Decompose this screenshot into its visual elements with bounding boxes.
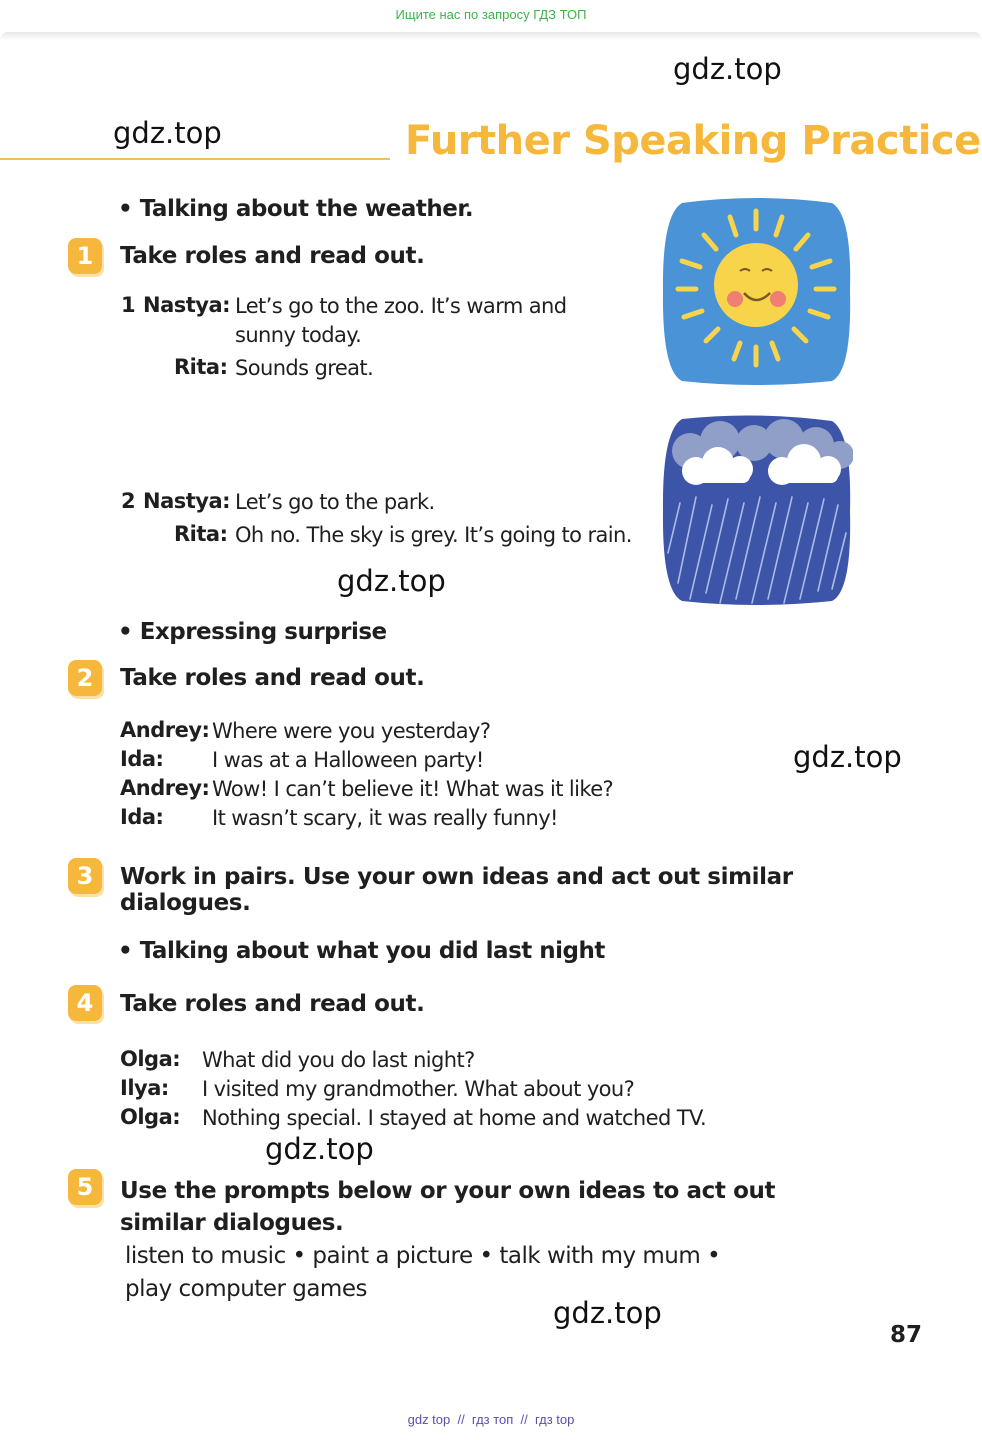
watermark: gdz.top [337, 564, 446, 598]
task-instruction: Use the prompts below or your own ideas to act out similar dialogues. [120, 1178, 776, 1236]
dialogue-number: 1 [121, 293, 136, 317]
title-rule [0, 158, 390, 160]
speaker-name: Olga: [120, 1105, 181, 1129]
speaker-name: Andrey: [120, 776, 210, 800]
task-number-badge: 1 [68, 238, 102, 274]
dialogue-line: Where were you yesterday? [212, 719, 491, 743]
speaker-name: Olga: [120, 1047, 181, 1071]
task-number-badge: 4 [68, 985, 102, 1021]
dialogue-line: I was at a Halloween party! [212, 748, 484, 772]
dialogue-line: What did you do last night? [202, 1048, 475, 1072]
speaker-name: Ilya: [120, 1076, 169, 1100]
task-number-badge: 5 [68, 1169, 102, 1205]
speaker-name: Rita: [174, 522, 228, 546]
watermark: gdz.top [793, 740, 902, 774]
section-heading-weather: • Talking about the weather. [118, 196, 474, 222]
task-instruction: Work in pairs. Use your own ideas and act out similar dialogues. [120, 864, 793, 916]
dialogue-number: 2 [121, 489, 136, 513]
sunny-weather-illustration [660, 195, 853, 388]
page-number: 87 [890, 1322, 923, 1348]
watermark: gdz.top [265, 1132, 374, 1166]
watermark: gdz.top [553, 1296, 662, 1330]
footer-text[interactable]: gdz top // гдз топ // гдз top [407, 1412, 575, 1427]
section-heading-surprise: • Expressing surprise [118, 619, 387, 645]
speaker-name: Andrey: [120, 718, 210, 742]
top-banner-text[interactable]: Ищите нас по запросу ГДЗ ТОП [395, 7, 587, 22]
page-title: Further Speaking Practice [405, 118, 981, 164]
watermark: gdz.top [673, 52, 782, 86]
page-top-edge [0, 32, 982, 40]
speaker-name: Nastya: [143, 489, 231, 513]
task-instruction: Take roles and read out. [120, 991, 425, 1017]
dialogue-line: Nothing special. I stayed at home and watched TV. [202, 1106, 707, 1130]
dialogue-line: sunny today. [235, 323, 362, 347]
dialogue-line: Let’s go to the park. [235, 490, 435, 514]
speaker-name: Ida: [120, 805, 164, 829]
speaker-name: Ida: [120, 747, 164, 771]
task-number-badge: 2 [68, 660, 102, 696]
dialogue-line: Let’s go to the zoo. It’s warm and [235, 294, 567, 318]
dialogue-line: Sounds great. [235, 356, 374, 380]
dialogue-line: Oh no. The sky is grey. It’s going to rain. [235, 523, 632, 547]
top-banner [0, 0, 982, 32]
speaker-name: Nastya: [143, 293, 231, 317]
prompt-list: listen to music • paint a picture • talk with my mum • play computer games [125, 1243, 721, 1302]
dialogue-line: It wasn’t scary, it was really funny! [212, 806, 558, 830]
task-instruction: Take roles and read out. [120, 243, 425, 269]
speaker-name: Rita: [174, 355, 228, 379]
dialogue-line: Wow! I can’t believe it! What was it like? [212, 777, 614, 801]
rainy-weather-illustration [660, 413, 853, 608]
dialogue-line: I visited my grandmother. What about you? [202, 1077, 635, 1101]
task-instruction: Take roles and read out. [120, 665, 425, 691]
footer-links[interactable] [0, 1412, 982, 1427]
section-heading-last-night: • Talking about what you did last night [118, 938, 605, 964]
task-number-badge: 3 [68, 858, 102, 894]
watermark: gdz.top [113, 116, 222, 150]
